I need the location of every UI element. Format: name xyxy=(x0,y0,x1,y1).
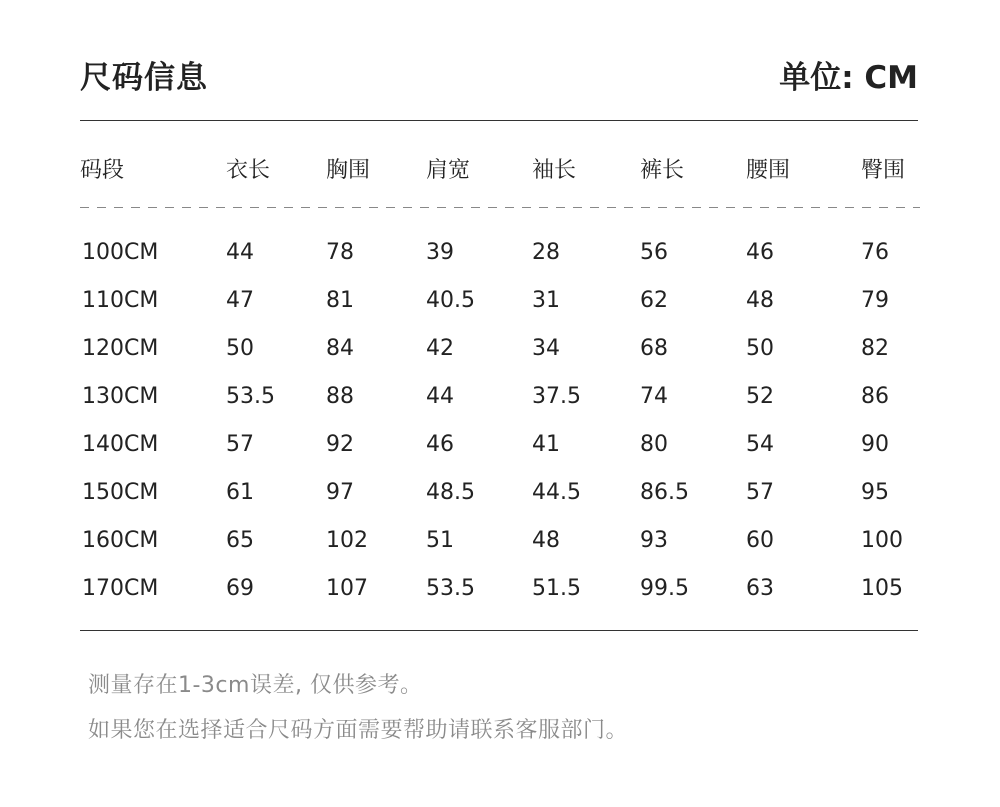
table-cell: 28 xyxy=(532,240,560,265)
table-cell: 90 xyxy=(861,432,889,457)
table-cell: 102 xyxy=(326,528,368,553)
table-cell: 88 xyxy=(326,384,354,409)
table-row xyxy=(0,477,1000,509)
column-header-hip: 臀围 xyxy=(861,158,906,183)
table-cell: 41 xyxy=(532,432,560,457)
table-cell: 160CM xyxy=(82,528,159,553)
table-cell: 170CM xyxy=(82,576,159,601)
table-cell: 54 xyxy=(746,432,774,457)
table-cell: 99.5 xyxy=(640,576,689,601)
table-cell: 86.5 xyxy=(640,480,689,505)
table-cell: 150CM xyxy=(82,480,159,505)
column-header-chest: 胸围 xyxy=(326,158,371,183)
page-title: 尺码信息 xyxy=(80,60,208,96)
table-cell: 63 xyxy=(746,576,774,601)
table-cell: 60 xyxy=(746,528,774,553)
table-cell: 107 xyxy=(326,576,368,601)
table-cell: 84 xyxy=(326,336,354,361)
table-cell: 105 xyxy=(861,576,903,601)
table-cell: 47 xyxy=(226,288,254,313)
table-cell: 44.5 xyxy=(532,480,581,505)
table-cell: 46 xyxy=(746,240,774,265)
table-cell: 48 xyxy=(532,528,560,553)
table-cell: 53.5 xyxy=(226,384,275,409)
table-cell: 48 xyxy=(746,288,774,313)
table-cell: 140CM xyxy=(82,432,159,457)
table-row xyxy=(0,333,1000,365)
table-cell: 52 xyxy=(746,384,774,409)
table-cell: 97 xyxy=(326,480,354,505)
table-cell: 57 xyxy=(746,480,774,505)
table-cell: 39 xyxy=(426,240,454,265)
header-dashed-divider xyxy=(80,207,920,208)
table-cell: 51.5 xyxy=(532,576,581,601)
table-cell: 50 xyxy=(746,336,774,361)
table-cell: 130CM xyxy=(82,384,159,409)
table-cell: 68 xyxy=(640,336,668,361)
table-cell: 48.5 xyxy=(426,480,475,505)
table-cell: 65 xyxy=(226,528,254,553)
column-header-sleeve: 袖长 xyxy=(532,158,577,183)
table-row xyxy=(0,573,1000,605)
table-cell: 62 xyxy=(640,288,668,313)
table-row xyxy=(0,285,1000,317)
table-cell: 51 xyxy=(426,528,454,553)
table-cell: 37.5 xyxy=(532,384,581,409)
column-header-pants-length: 裤长 xyxy=(640,158,685,183)
table-cell: 56 xyxy=(640,240,668,265)
table-cell: 82 xyxy=(861,336,889,361)
table-cell: 42 xyxy=(426,336,454,361)
table-cell: 57 xyxy=(226,432,254,457)
table-cell: 100 xyxy=(861,528,903,553)
table-cell: 76 xyxy=(861,240,889,265)
column-header-size: 码段 xyxy=(80,158,125,183)
table-cell: 95 xyxy=(861,480,889,505)
table-cell: 40.5 xyxy=(426,288,475,313)
table-header xyxy=(0,155,1000,187)
table-row xyxy=(0,429,1000,461)
table-cell: 78 xyxy=(326,240,354,265)
table-cell: 46 xyxy=(426,432,454,457)
table-row xyxy=(0,381,1000,413)
table-cell: 93 xyxy=(640,528,668,553)
bottom-divider xyxy=(80,630,918,631)
table-cell: 69 xyxy=(226,576,254,601)
measurement-note: 测量存在1-3cm误差, 仅供参考。 xyxy=(88,673,423,698)
table-cell: 31 xyxy=(532,288,560,313)
table-cell: 100CM xyxy=(82,240,159,265)
table-cell: 74 xyxy=(640,384,668,409)
table-cell: 79 xyxy=(861,288,889,313)
table-cell: 80 xyxy=(640,432,668,457)
table-cell: 34 xyxy=(532,336,560,361)
table-cell: 92 xyxy=(326,432,354,457)
table-cell: 44 xyxy=(426,384,454,409)
help-note: 如果您在选择适合尺码方面需要帮助请联系客服部门。 xyxy=(88,718,629,743)
table-row xyxy=(0,525,1000,557)
table-cell: 44 xyxy=(226,240,254,265)
table-cell: 120CM xyxy=(82,336,159,361)
table-cell: 61 xyxy=(226,480,254,505)
table-cell: 53.5 xyxy=(426,576,475,601)
table-row xyxy=(0,237,1000,269)
top-divider xyxy=(80,120,918,121)
column-header-length: 衣长 xyxy=(226,158,271,183)
unit-label: 单位: CM xyxy=(779,60,918,96)
column-header-waist: 腰围 xyxy=(746,158,791,183)
table-cell: 50 xyxy=(226,336,254,361)
table-cell: 110CM xyxy=(82,288,159,313)
table-cell: 81 xyxy=(326,288,354,313)
column-header-shoulder: 肩宽 xyxy=(426,158,471,183)
table-cell: 86 xyxy=(861,384,889,409)
